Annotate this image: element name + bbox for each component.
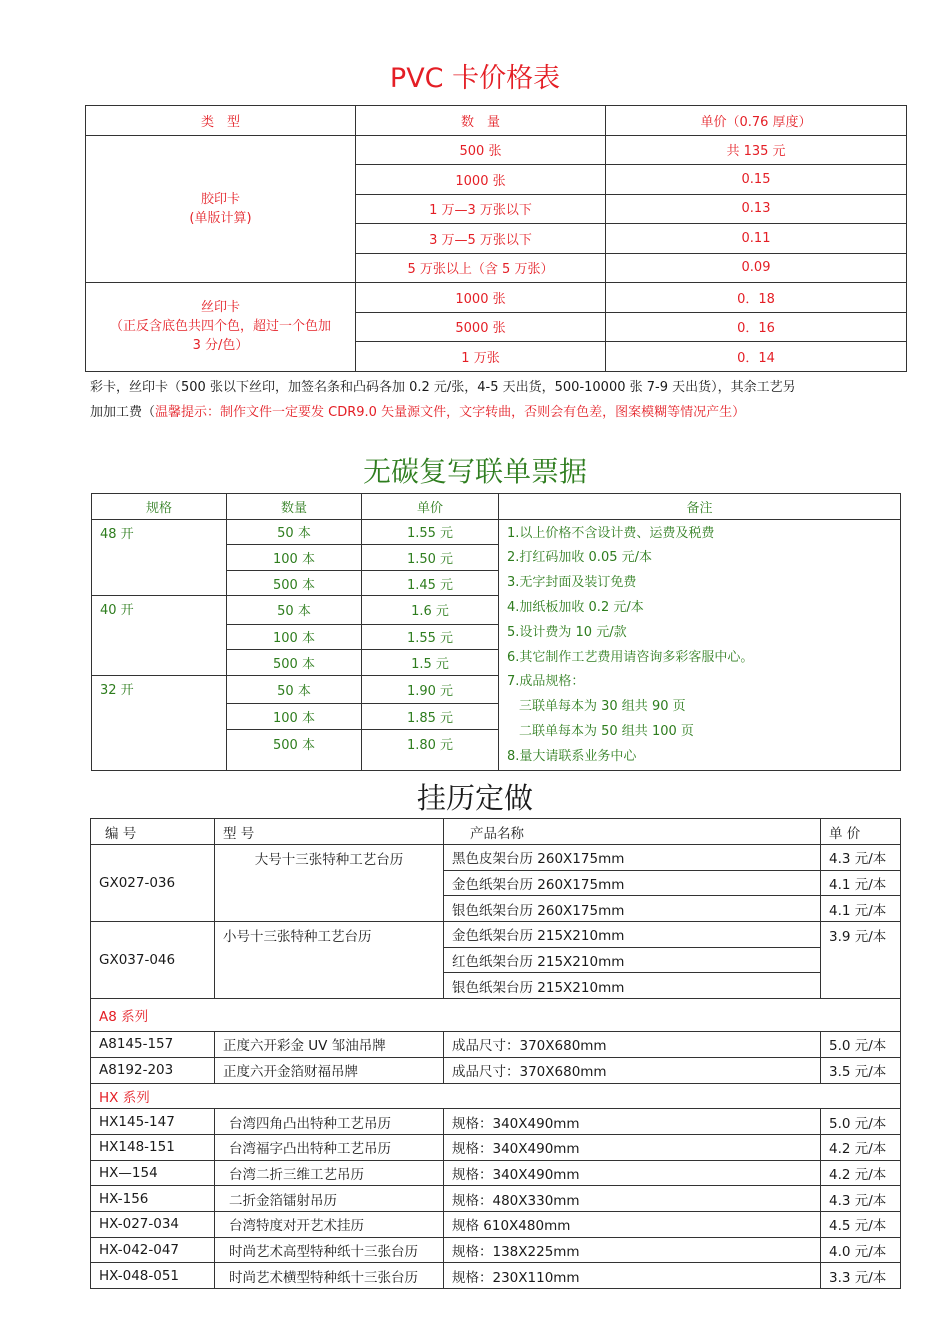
price-cell: 3.3 元/本 <box>821 1263 901 1289</box>
remark-item: 3.无字封面及装订免费 <box>507 575 637 591</box>
price-cell: 0．18 <box>606 283 907 313</box>
price-cell: 0.15 <box>606 165 907 195</box>
qty-cell: 1 万张 <box>356 342 606 372</box>
name-cell: 银色纸架台历 215X210mm <box>444 973 821 999</box>
calendar-title: 挂历定做 <box>416 781 533 815</box>
price-cell: 1.90 元 <box>362 675 499 703</box>
header-model: 型 号 <box>215 819 444 845</box>
table-row <box>91 922 901 948</box>
header-price: 单价 <box>362 494 499 520</box>
table-row <box>86 135 907 165</box>
remark-item: 7.成品规格： <box>507 674 585 690</box>
price-cell: 4.2 元/本 <box>821 1160 901 1186</box>
qty-cell: 5 万张以上（含 5 万张） <box>356 253 606 283</box>
table-header-row <box>91 819 901 845</box>
table-row <box>91 1186 901 1212</box>
model-cell: 台湾福字凸出特种工艺吊历 <box>215 1134 444 1160</box>
code-cell: HX-027-034 <box>91 1211 215 1237</box>
price-cell: 0.11 <box>606 224 907 254</box>
pvc-note <box>90 375 870 425</box>
table-header-row <box>92 494 901 520</box>
code-cell: HX148-151 <box>91 1134 215 1160</box>
table-row <box>86 283 907 313</box>
price-cell: 0.13 <box>606 194 907 224</box>
name-cell: 银色纸架台历 260X175mm <box>444 896 821 922</box>
qty-cell: 1 万—3 万张以下 <box>356 194 606 224</box>
table-row <box>91 1057 901 1083</box>
price-cell: 4.3 元/本 <box>821 1186 901 1212</box>
name-cell: 成品尺寸：370X680mm <box>444 1032 821 1058</box>
model-cell: 正度六开彩金 UV 邹油吊牌 <box>215 1032 444 1058</box>
code-cell: HX-042-047 <box>91 1237 215 1263</box>
price-cell: 0．16 <box>606 312 907 342</box>
model-cell: 台湾二折三维工艺吊历 <box>215 1160 444 1186</box>
carbonless-price-table <box>91 493 901 771</box>
code-cell: GX037-046 <box>91 922 215 999</box>
header-price: 单价（0.76 厚度） <box>606 106 907 136</box>
model-cell: 时尚艺术横型特种纸十三张台历 <box>215 1263 444 1289</box>
header-qty: 数 量 <box>356 106 606 136</box>
type-silkscreen-card <box>86 283 356 372</box>
spec-cell: 48 开 <box>92 519 227 596</box>
price-cell: 3.9 元/本 <box>821 922 901 999</box>
code-cell: A8192-203 <box>91 1057 215 1083</box>
header-name: 产品名称 <box>444 819 821 845</box>
qty-cell: 500 本 <box>227 729 362 770</box>
price-cell: 4.2 元/本 <box>821 1134 901 1160</box>
model-cell: 台湾特度对开艺术挂历 <box>215 1211 444 1237</box>
qty-cell: 1000 张 <box>356 283 606 313</box>
qty-cell: 5000 张 <box>356 312 606 342</box>
series-label-a8: A8 系列 <box>91 999 901 1032</box>
model-cell: 大号十三张特种工艺台历 <box>215 845 444 922</box>
table-row <box>91 1160 901 1186</box>
pvc-title: PVC 卡价格表 <box>389 63 561 94</box>
code-cell: HX145-147 <box>91 1109 215 1135</box>
table-row <box>91 1263 901 1289</box>
price-cell: 5.0 元/本 <box>821 1109 901 1135</box>
qty-cell: 500 本 <box>227 650 362 676</box>
name-cell: 金色纸架台历 260X175mm <box>444 870 821 896</box>
pvc-note-line1: 彩卡，丝印卡（500 张以下丝印，加签名条和凸码各加 0.2 元/张，4-5 天出货，500-10000 张 7-9 天出货），其余工艺另 <box>90 380 796 395</box>
type-sublabel: 3 分/色） <box>192 338 249 354</box>
price-cell: 4.0 元/本 <box>821 1237 901 1263</box>
price-cell: 0.09 <box>606 253 907 283</box>
header-price: 单 价 <box>821 819 901 845</box>
qty-cell: 100 本 <box>227 703 362 729</box>
qty-cell: 100 本 <box>227 545 362 571</box>
qty-cell: 50 本 <box>227 675 362 703</box>
remark-item: 1.以上价格不含设计费、运费及税费 <box>507 525 715 541</box>
remark-item: 8.量大请联系业务中心 <box>507 748 637 764</box>
qty-cell: 50 本 <box>227 519 362 545</box>
pvc-note-prefix: 加加工费（ <box>90 405 156 420</box>
name-cell: 规格 610X480mm <box>444 1211 821 1237</box>
remark-item: 5.设计费为 10 元/款 <box>507 624 627 640</box>
price-cell: 共 135 元 <box>606 135 907 165</box>
type-sublabel: (单版计算) <box>189 210 252 226</box>
carbonless-title: 无碳复写联单票据 <box>362 455 587 488</box>
series-label-hx: HX 系列 <box>91 1083 901 1109</box>
name-cell: 规格：480X330mm <box>444 1186 821 1212</box>
price-cell: 3.5 元/本 <box>821 1057 901 1083</box>
name-cell: 规格：340X490mm <box>444 1134 821 1160</box>
price-cell: 5.0 元/本 <box>821 1032 901 1058</box>
price-cell: 1.45 元 <box>362 570 499 596</box>
price-cell: 4.1 元/本 <box>821 870 901 896</box>
price-cell: 4.5 元/本 <box>821 1211 901 1237</box>
table-header-row <box>86 106 907 136</box>
table-row <box>91 1211 901 1237</box>
type-offset-card <box>86 135 356 283</box>
price-cell: 1.85 元 <box>362 703 499 729</box>
remark-item: 2.打红码加收 0.05 元/本 <box>507 550 652 566</box>
price-cell: 1.50 元 <box>362 545 499 571</box>
name-cell: 规格：340X490mm <box>444 1109 821 1135</box>
code-cell: HX—154 <box>91 1160 215 1186</box>
price-cell: 1.5 元 <box>362 650 499 676</box>
code-cell: A8145-157 <box>91 1032 215 1058</box>
spec-cell: 40 开 <box>92 596 227 675</box>
name-cell: 黑色皮架台历 260X175mm <box>444 845 821 871</box>
code-cell: HX-048-051 <box>91 1263 215 1289</box>
type-label: 胶印卡 <box>200 191 240 207</box>
qty-cell: 50 本 <box>227 596 362 624</box>
table-row <box>91 1032 901 1058</box>
code-cell: GX027-036 <box>91 845 215 922</box>
price-cell: 0．14 <box>606 342 907 372</box>
name-cell: 规格：230X110mm <box>444 1263 821 1289</box>
qty-cell: 3 万—5 万张以下 <box>356 224 606 254</box>
remark-item: 三联单每本为 30 组共 90 页 <box>519 699 686 715</box>
series-row <box>91 999 901 1032</box>
spec-cell: 32 开 <box>92 675 227 770</box>
table-row <box>92 519 901 545</box>
pvc-price-table <box>85 105 907 372</box>
series-row <box>91 1083 901 1109</box>
name-cell: 成品尺寸：370X680mm <box>444 1057 821 1083</box>
calendar-price-table <box>90 818 901 1289</box>
remarks-cell <box>499 519 901 770</box>
type-sublabel: （正反含底色共四个色，超过一个色加 <box>109 319 331 335</box>
table-row <box>91 1237 901 1263</box>
header-code: 编 号 <box>91 819 215 845</box>
price-cell: 4.3 元/本 <box>821 845 901 871</box>
qty-cell: 500 张 <box>356 135 606 165</box>
model-cell: 台湾四角凸出特种工艺吊历 <box>215 1109 444 1135</box>
header-remarks: 备注 <box>499 494 901 520</box>
price-cell: 1.55 元 <box>362 519 499 545</box>
name-cell: 金色纸架台历 215X210mm <box>444 922 821 948</box>
qty-cell: 1000 张 <box>356 165 606 195</box>
pvc-note-line2 <box>90 400 870 425</box>
model-cell: 正度六开金箔财福吊牌 <box>215 1057 444 1083</box>
qty-cell: 500 本 <box>227 570 362 596</box>
remark-item: 二联单每本为 50 组共 100 页 <box>519 723 694 739</box>
model-cell: 二折金箔镭射吊历 <box>215 1186 444 1212</box>
name-cell: 规格：138X225mm <box>444 1237 821 1263</box>
table-row <box>91 1134 901 1160</box>
qty-cell: 100 本 <box>227 624 362 650</box>
header-qty: 数量 <box>227 494 362 520</box>
model-cell: 小号十三张特种工艺台历 <box>215 922 444 999</box>
price-cell: 1.6 元 <box>362 596 499 624</box>
model-cell: 时尚艺术高型特种纸十三张台历 <box>215 1237 444 1263</box>
code-cell: HX-156 <box>91 1186 215 1212</box>
pvc-note-warning: 温馨提示：制作文件一定要发 CDR9.0 矢量源文件，文字转曲，否则会有色差，图案模糊等情况产生） <box>155 405 746 420</box>
price-cell: 4.1 元/本 <box>821 896 901 922</box>
table-row <box>91 1109 901 1135</box>
header-type: 类 型 <box>86 106 356 136</box>
name-cell: 规格：340X490mm <box>444 1160 821 1186</box>
table-row <box>91 845 901 871</box>
name-cell: 红色纸架台历 215X210mm <box>444 947 821 973</box>
remark-item: 4.加纸板加收 0.2 元/本 <box>507 599 644 615</box>
type-label: 丝印卡 <box>200 300 240 316</box>
remark-item: 6.其它制作工艺费用请咨询多彩客服中心。 <box>507 649 754 665</box>
header-spec: 规格 <box>92 494 227 520</box>
price-cell: 1.55 元 <box>362 624 499 650</box>
price-cell: 1.80 元 <box>362 729 499 770</box>
